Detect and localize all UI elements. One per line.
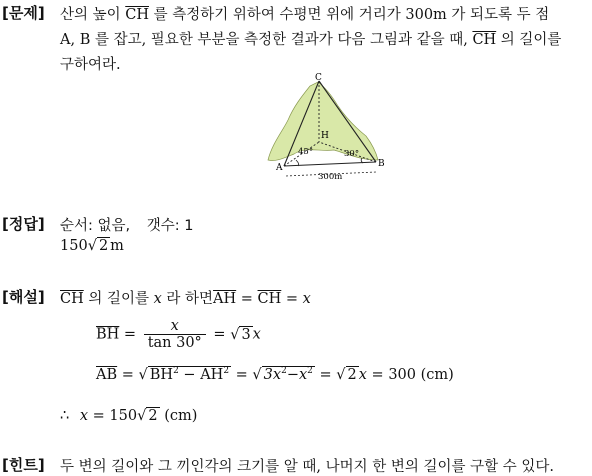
mountain-figure bbox=[260, 72, 390, 182]
eq1-num: x bbox=[144, 318, 206, 335]
angle-30-label: 30° bbox=[344, 149, 360, 159]
eq1-lhs: $\overline{BH}$ bbox=[96, 326, 120, 343]
answer-count: 갯수: 1 bbox=[146, 218, 194, 234]
problem-line-1 bbox=[60, 3, 549, 24]
expl-ch2: $\overline{CH}$ bbox=[257, 291, 282, 307]
eq2-r-var: x bbox=[358, 366, 367, 383]
problem-line-3: 구하여라. bbox=[60, 57, 121, 73]
expl-eq: = bbox=[240, 291, 253, 307]
problem-line-2-c: 의 길이를 bbox=[500, 32, 562, 48]
problem-line-2-a: A, B 를 잡고, 필요한 부분을 측정한 결과가 다음 그림과 같을 때, bbox=[60, 32, 468, 48]
eq2-bh: BH bbox=[149, 366, 174, 383]
answer-order: 순서: 없음, bbox=[60, 218, 131, 234]
concl-therefore: ∴ bbox=[60, 408, 70, 424]
conclusion bbox=[60, 408, 197, 424]
label-a: A bbox=[276, 163, 283, 173]
problem-line-2 bbox=[60, 28, 561, 49]
concl-x: x bbox=[79, 408, 89, 424]
eq2-sq2: 2 bbox=[223, 366, 230, 376]
eq2-sqrt-2: √ $3x^2-x^2$ bbox=[252, 366, 313, 383]
distance-label: 300m bbox=[318, 172, 343, 182]
answer-unit: m bbox=[110, 238, 124, 254]
eq2-sq1: 2 bbox=[173, 366, 179, 376]
label-h: H bbox=[321, 131, 329, 141]
eq2-mid-x: x bbox=[298, 366, 308, 383]
eq1-var: x bbox=[252, 326, 261, 343]
label-b: B bbox=[378, 159, 385, 169]
eq1-eq2: = bbox=[213, 326, 226, 343]
eq2-radicand-1 bbox=[148, 366, 231, 383]
expl-mid2: 라 하면 bbox=[166, 291, 214, 307]
eq2-mid-minus: − bbox=[286, 366, 299, 383]
answer-info bbox=[60, 214, 193, 235]
eq1-sqrt: √ 3 bbox=[230, 326, 251, 343]
answer-sqrt: √ 2 bbox=[87, 238, 109, 254]
eq2-mid-sq1: 2 bbox=[281, 366, 287, 376]
problem-line-1-ch: $\overline{CH}$ bbox=[125, 7, 149, 23]
hint-tag: [힌트] bbox=[2, 456, 45, 474]
problem-tag: [문제] bbox=[2, 4, 45, 22]
eq2-mid-sq2: 2 bbox=[307, 366, 313, 376]
eq2-ah: $\overline{AH}$ bbox=[200, 366, 224, 383]
problem-line-1-a: 산의 높이 bbox=[60, 7, 121, 23]
equation-bh bbox=[96, 318, 261, 351]
eq2-sqrt-3: √ 2 bbox=[336, 366, 357, 383]
equation-ab bbox=[96, 366, 454, 383]
concl-radicand: 2 bbox=[148, 408, 158, 424]
eq1-eq: = bbox=[123, 326, 137, 343]
expl-ah: $\overline{AH}$ bbox=[213, 291, 237, 307]
answer-tag: [정답] bbox=[2, 215, 45, 233]
expl-x2: x bbox=[302, 291, 311, 307]
eq1-radicand: 3 bbox=[241, 326, 251, 343]
hint-text: 두 변의 길이와 그 끼인각의 크기를 알 때, 나머지 한 변의 길이를 구할 수 있다. bbox=[60, 459, 554, 475]
explanation-line-1 bbox=[60, 287, 311, 308]
eq2-lhs: $\overline{AB}$ bbox=[96, 366, 118, 383]
eq2-final: 300 (cm) bbox=[388, 366, 454, 383]
eq1-fraction bbox=[144, 318, 206, 351]
eq2-eq3: = bbox=[319, 366, 332, 383]
concl-unit: (cm) bbox=[164, 408, 198, 424]
eq2-minus: − bbox=[183, 366, 196, 383]
eq2-mid-a: 3x bbox=[263, 366, 282, 383]
angle-45-label: 45° bbox=[298, 147, 314, 157]
problem-line-1-c: 를 측정하기 위하여 수평면 위에 거리가 300m 가 되도록 두 점 bbox=[153, 7, 550, 23]
concl-coef: 150 bbox=[109, 408, 138, 424]
problem-line-2-ch: $\overline{CH}$ bbox=[472, 32, 497, 48]
expl-mid: 의 길이를 bbox=[88, 291, 149, 307]
eq1-den: tan 30° bbox=[147, 335, 202, 351]
eq2-radicand-2 bbox=[262, 366, 315, 383]
eq2-eq4: = bbox=[371, 366, 384, 383]
answer-coef: 150 bbox=[60, 238, 88, 254]
eq2-eq2: = bbox=[235, 366, 248, 383]
explanation-tag: [해설] bbox=[2, 288, 45, 306]
answer-radicand: 2 bbox=[98, 238, 109, 254]
expl-eq2: = bbox=[285, 291, 299, 307]
eq2-eq: = bbox=[121, 366, 134, 383]
eq2-radicand-3: 2 bbox=[347, 366, 357, 383]
concl-eq: = bbox=[92, 408, 105, 424]
label-c: C bbox=[315, 73, 322, 83]
expl-ch: $\overline{CH}$ bbox=[60, 291, 84, 307]
eq2-sqrt-1: √ $BH^2 - \overline{AH}^2$ bbox=[138, 366, 230, 383]
concl-sqrt: √ 2 bbox=[137, 408, 158, 424]
answer-value bbox=[60, 238, 124, 254]
expl-x: x bbox=[153, 291, 162, 307]
mountain-shape bbox=[268, 82, 378, 161]
